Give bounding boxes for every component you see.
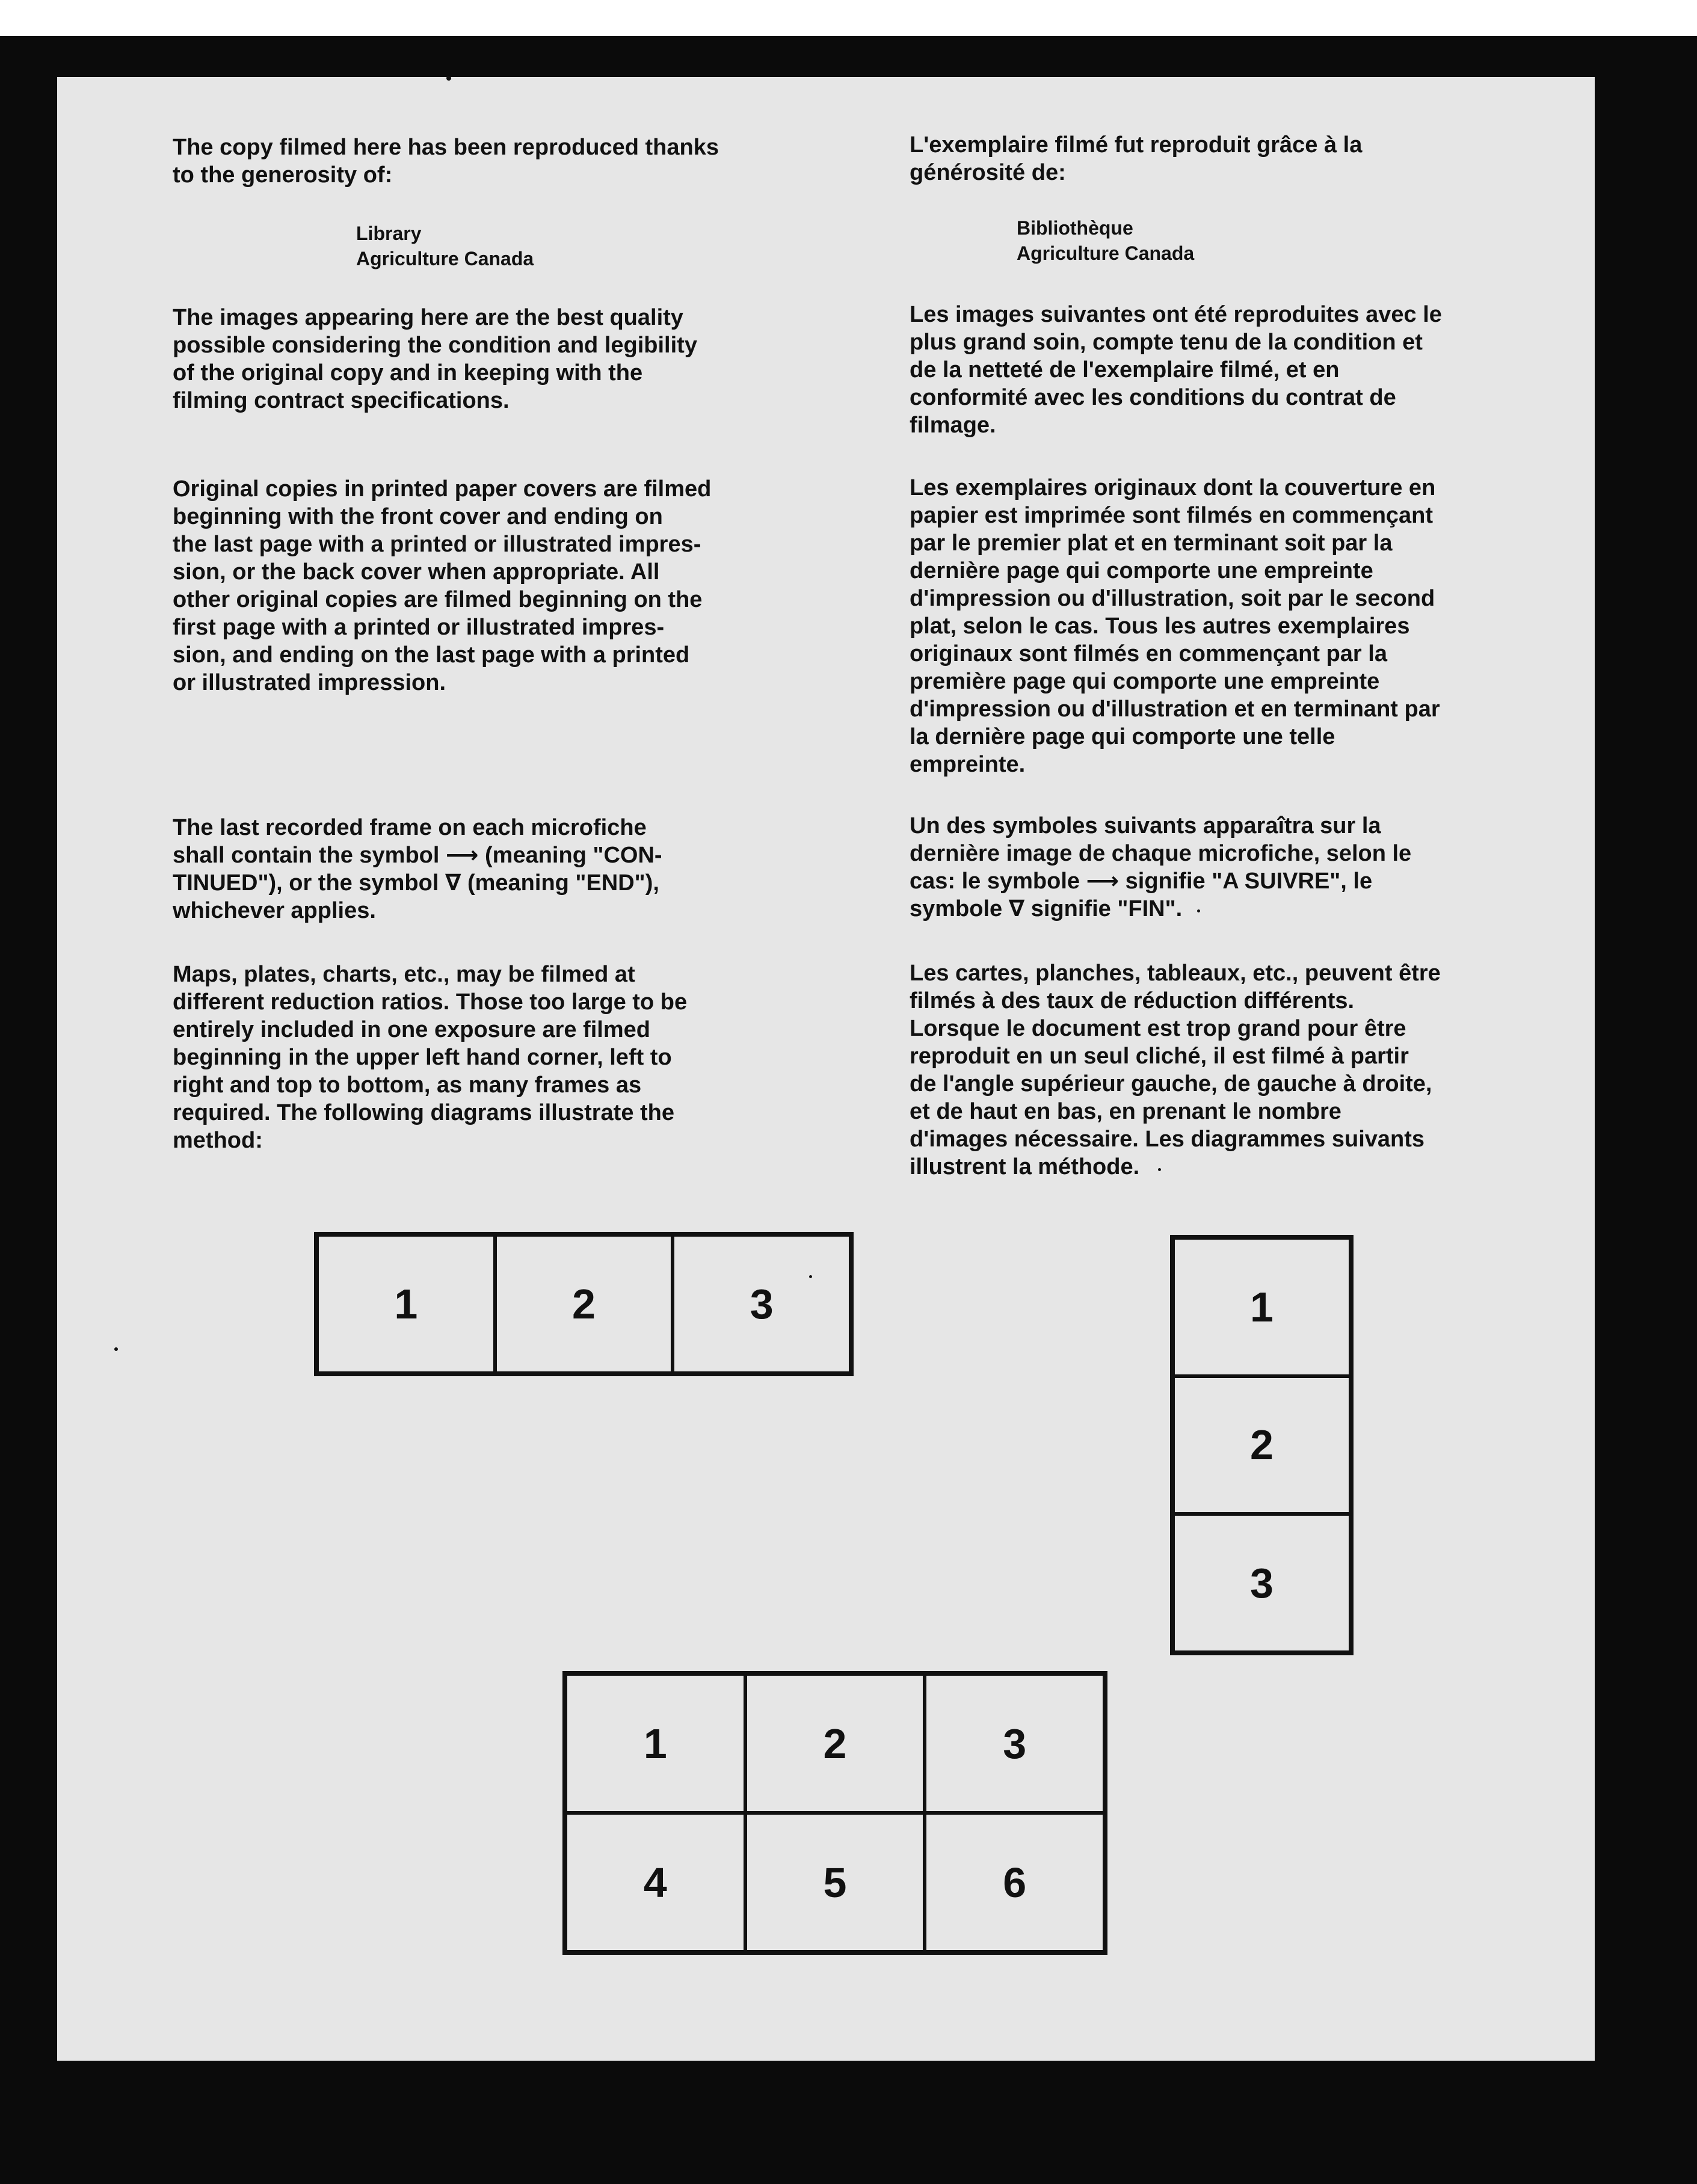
frame-cell: 2 — [495, 1235, 673, 1373]
english-symbols-text: The last recorded frame on each microfiche shall contain the symbol ⟶ (meaning "CON- TINUED"), or the symbol ∇ (meaning "END"), whichever applies. — [173, 815, 662, 923]
frame-cell: 3 — [925, 1674, 1104, 1813]
english-covers-text: Original copies in printed paper covers are filmed beginning with the front cover and ending on the last page with a printed or illustrated impres- sion, or the back cover when appropriate. All other original copies are filmed beginning on the first page with a printed or illustrated impres- sion, and ending on the last page with a printed or illustrated impression. — [173, 476, 712, 695]
frame-cell: 2 — [1173, 1376, 1351, 1515]
french-covers-text: Les exemplaires originaux dont la couverture en papier est imprimée sont filmés en commençant par le premier plat et en terminant soit par la dernière page qui comporte une empreinte d'impression ou d'illustration, soit par le second plat, selon le cas. Tous les autres exemplaires originaux sont filmés en commençant par la première page qui comporte une empreinte d'impression ou d'illustration et en terminant par la dernière page qui comporte une telle empreinte. — [910, 475, 1440, 777]
french-generosity-text: L'exemplaire filmé fut reproduit grâce à la générosité de: — [910, 132, 1363, 185]
dust-speck — [809, 1275, 812, 1278]
french-credit-text: Bibliothèque Agriculture Canada — [1017, 217, 1195, 264]
frame-cell: 5 — [745, 1813, 925, 1952]
english-quality-text: The images appearing here are the best quality possible considering the condition and legibility of the original copy and in keeping with the filming contract specifications. — [173, 305, 697, 413]
top-edge-band — [0, 0, 1697, 36]
french-symbols-text: Un des symboles suivants apparaîtra sur la dernière image de chaque microfiche, selon le cas: le symbole ⟶ signifie "A SUIVRE", le symbole ∇ signifie "FIN". — [910, 813, 1412, 921]
frame-cell: 1 — [1173, 1238, 1351, 1376]
french-quality-text: Les images suivantes ont été reproduites avec le plus grand soin, compte tenu de la condition et de la netteté de l'exemplaire filmé, et en conformité avec les conditions du contrat de filmage. — [910, 302, 1442, 438]
block-frame-diagram — [562, 1671, 1107, 1955]
dust-speck — [1197, 909, 1200, 912]
frame-cell: 2 — [745, 1674, 925, 1813]
horizontal-frame-diagram — [314, 1232, 854, 1376]
english-credit-text: Library Agriculture Canada — [356, 223, 534, 269]
dust-speck — [1158, 1168, 1161, 1171]
dust-speck — [446, 76, 451, 81]
english-maps-text: Maps, plates, charts, etc., may be filmed at different reduction ratios. Those too large to be entirely included in one exposure are filmed beginning in the upper left hand corner, left to right and top to bottom, as many frames as required. The following diagrams illustrate the method: — [173, 962, 688, 1153]
frame-cell: 1 — [317, 1235, 495, 1373]
frame-cell: 6 — [925, 1813, 1104, 1952]
english-generosity-text: The copy filmed here has been reproduced thanks to the generosity of: — [173, 135, 719, 188]
frame-cell: 3 — [673, 1235, 851, 1373]
dust-speck — [114, 1347, 118, 1351]
frame-cell: 4 — [565, 1813, 745, 1952]
frame-cell: 3 — [1173, 1514, 1351, 1652]
vertical-frame-diagram — [1170, 1235, 1354, 1655]
frame-cell: 1 — [565, 1674, 745, 1813]
french-maps-text: Les cartes, planches, tableaux, etc., peuvent être filmés à des taux de réduction différents. Lorsque le document est trop grand pour être reproduit en un seul cliché, il est filmé à partir de l'angle supérieur gauche, de gauche à droite, et de haut en bas, en prenant le nombre d'images nécessaire. Les diagrammes suivants illustrent la méthode. — [910, 961, 1441, 1180]
